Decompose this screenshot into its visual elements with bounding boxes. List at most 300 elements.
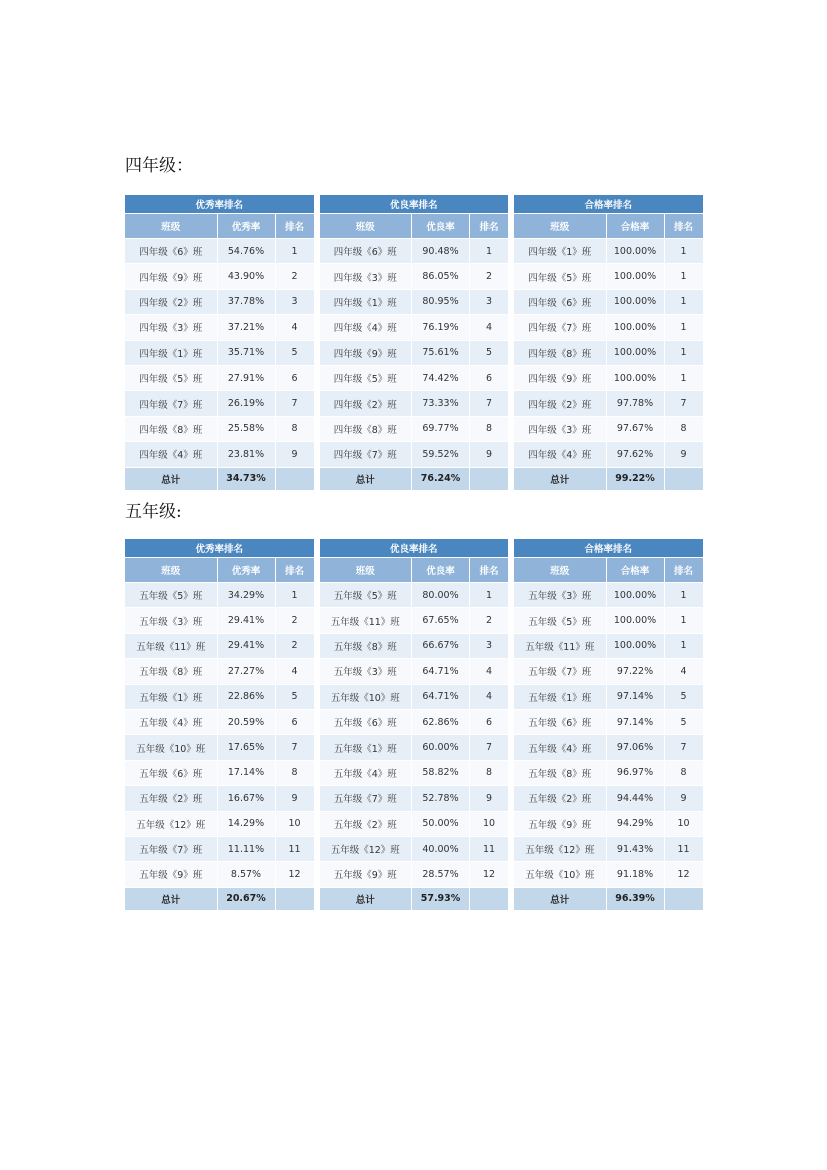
table-row	[320, 836, 509, 861]
class-cell: 五年级《11》班	[514, 633, 606, 658]
table-row	[320, 340, 509, 365]
table-row	[125, 709, 314, 734]
table-row	[514, 684, 703, 709]
rank-cell: 5	[664, 709, 703, 734]
rank-cell: 3	[470, 633, 509, 658]
table-row	[125, 264, 314, 289]
rate-cell: 64.71%	[412, 684, 470, 709]
rank-cell: 1	[664, 608, 703, 633]
rank-cell: 4	[275, 659, 314, 684]
rate-cell: 100.00%	[606, 608, 664, 633]
total-rate: 20.67%	[217, 887, 275, 910]
table-row	[125, 365, 314, 390]
class-cell: 四年级《4》班	[125, 442, 217, 467]
table-row	[125, 735, 314, 760]
rank-cell: 6	[470, 709, 509, 734]
rate-cell: 74.42%	[412, 365, 470, 390]
column-header: 排名	[470, 558, 509, 583]
rate-cell: 97.14%	[606, 684, 664, 709]
rank-cell: 10	[470, 811, 509, 836]
rank-cell: 8	[275, 416, 314, 441]
column-header: 班级	[514, 558, 606, 583]
rank-cell: 2	[275, 608, 314, 633]
column-header: 排名	[664, 214, 703, 239]
rate-cell: 80.00%	[412, 583, 470, 608]
class-cell: 四年级《9》班	[320, 340, 412, 365]
table-title: 优秀率排名	[125, 539, 314, 558]
total-rate: 76.24%	[412, 467, 470, 490]
rate-cell: 94.44%	[606, 786, 664, 811]
rank-cell: 1	[470, 239, 509, 264]
total-rank	[470, 467, 509, 490]
rate-cell: 97.06%	[606, 735, 664, 760]
rate-cell: 100.00%	[606, 315, 664, 340]
rank-cell: 8	[470, 416, 509, 441]
rank-cell: 7	[275, 391, 314, 416]
total-label: 总计	[514, 887, 606, 910]
total-rank	[275, 467, 314, 490]
table-row	[320, 862, 509, 887]
rank-cell: 2	[275, 264, 314, 289]
total-rate: 96.39%	[606, 887, 664, 910]
class-cell: 五年级《6》班	[320, 709, 412, 734]
rate-cell: 97.62%	[606, 442, 664, 467]
table-row	[125, 633, 314, 658]
rate-cell: 97.78%	[606, 391, 664, 416]
rank-cell: 1	[664, 583, 703, 608]
rank-cell: 7	[470, 391, 509, 416]
rank-cell: 4	[664, 659, 703, 684]
rate-cell: 27.27%	[217, 659, 275, 684]
rank-cell: 11	[470, 836, 509, 861]
excellent-rate-table	[125, 539, 315, 911]
rate-cell: 86.05%	[412, 264, 470, 289]
class-cell: 四年级《7》班	[125, 391, 217, 416]
rate-cell: 20.59%	[217, 709, 275, 734]
rank-cell: 8	[470, 760, 509, 785]
table-row	[125, 340, 314, 365]
table-title: 优良率排名	[320, 539, 509, 558]
column-header: 合格率	[606, 558, 664, 583]
rate-cell: 25.58%	[217, 416, 275, 441]
class-cell: 五年级《5》班	[514, 608, 606, 633]
rank-cell: 8	[275, 760, 314, 785]
rate-cell: 59.52%	[412, 442, 470, 467]
rank-cell: 1	[664, 239, 703, 264]
rate-cell: 60.00%	[412, 735, 470, 760]
rank-cell: 1	[664, 633, 703, 658]
class-cell: 五年级《4》班	[320, 760, 412, 785]
class-cell: 四年级《5》班	[320, 365, 412, 390]
table-row	[125, 811, 314, 836]
rate-cell: 90.48%	[412, 239, 470, 264]
rate-cell: 37.78%	[217, 289, 275, 314]
rank-cell: 12	[470, 862, 509, 887]
class-cell: 五年级《5》班	[125, 583, 217, 608]
total-rank	[664, 467, 703, 490]
total-rank	[664, 887, 703, 910]
rank-cell: 4	[275, 315, 314, 340]
grade4-tables	[125, 195, 704, 491]
table-row	[320, 633, 509, 658]
class-cell: 五年级《4》班	[514, 735, 606, 760]
rank-cell: 1	[470, 583, 509, 608]
class-cell: 五年级《9》班	[320, 862, 412, 887]
rank-cell: 9	[275, 442, 314, 467]
class-cell: 四年级《7》班	[320, 442, 412, 467]
rate-cell: 75.61%	[412, 340, 470, 365]
column-header: 排名	[275, 214, 314, 239]
table-row	[125, 315, 314, 340]
class-cell: 四年级《3》班	[125, 315, 217, 340]
table-row	[514, 760, 703, 785]
rank-cell: 10	[275, 811, 314, 836]
pass-rate-table	[514, 195, 704, 491]
table-title: 合格率排名	[514, 539, 703, 558]
column-header: 排名	[470, 214, 509, 239]
table-row	[320, 365, 509, 390]
column-header: 优良率	[412, 558, 470, 583]
table-row	[514, 786, 703, 811]
rate-cell: 34.29%	[217, 583, 275, 608]
table-row	[514, 442, 703, 467]
table-row	[125, 608, 314, 633]
class-cell: 五年级《12》班	[514, 836, 606, 861]
table-row	[514, 659, 703, 684]
rank-cell: 7	[664, 735, 703, 760]
rank-cell: 5	[664, 684, 703, 709]
rank-cell: 9	[664, 786, 703, 811]
table-row	[320, 315, 509, 340]
class-cell: 五年级《9》班	[514, 811, 606, 836]
table-row	[125, 239, 314, 264]
total-row	[320, 887, 509, 910]
table-row	[514, 315, 703, 340]
rate-cell: 40.00%	[412, 836, 470, 861]
table-row	[320, 264, 509, 289]
rate-cell: 69.77%	[412, 416, 470, 441]
table-row	[125, 416, 314, 441]
class-cell: 五年级《7》班	[514, 659, 606, 684]
total-rank	[275, 887, 314, 910]
rank-cell: 9	[664, 442, 703, 467]
rank-cell: 7	[470, 735, 509, 760]
total-rate: 99.22%	[606, 467, 664, 490]
table-row	[320, 583, 509, 608]
class-cell: 五年级《10》班	[514, 862, 606, 887]
class-cell: 四年级《4》班	[320, 315, 412, 340]
class-cell: 五年级《3》班	[514, 583, 606, 608]
rate-cell: 8.57%	[217, 862, 275, 887]
grade5-section	[125, 500, 702, 906]
class-cell: 五年级《1》班	[514, 684, 606, 709]
good-rate-table	[320, 195, 510, 491]
table-row	[320, 735, 509, 760]
rate-cell: 80.95%	[412, 289, 470, 314]
column-header: 班级	[320, 214, 412, 239]
table-row	[514, 264, 703, 289]
column-header: 优秀率	[217, 214, 275, 239]
total-label: 总计	[514, 467, 606, 490]
table-title: 合格率排名	[514, 195, 703, 214]
table-row	[514, 633, 703, 658]
class-cell: 五年级《12》班	[320, 836, 412, 861]
table-row	[320, 416, 509, 441]
table-row	[320, 659, 509, 684]
column-header: 班级	[514, 214, 606, 239]
rank-cell: 5	[275, 684, 314, 709]
rate-cell: 54.76%	[217, 239, 275, 264]
total-row	[125, 887, 314, 910]
rate-cell: 35.71%	[217, 340, 275, 365]
class-cell: 五年级《4》班	[125, 709, 217, 734]
rate-cell: 100.00%	[606, 340, 664, 365]
rate-cell: 58.82%	[412, 760, 470, 785]
class-cell: 五年级《7》班	[320, 786, 412, 811]
class-cell: 四年级《5》班	[514, 264, 606, 289]
rate-cell: 64.71%	[412, 659, 470, 684]
rate-cell: 14.29%	[217, 811, 275, 836]
total-rate: 34.73%	[217, 467, 275, 490]
table-row	[514, 340, 703, 365]
class-cell: 四年级《9》班	[125, 264, 217, 289]
rank-cell: 7	[664, 391, 703, 416]
total-label: 总计	[125, 887, 217, 910]
rate-cell: 50.00%	[412, 811, 470, 836]
class-cell: 五年级《6》班	[514, 709, 606, 734]
rank-cell: 5	[275, 340, 314, 365]
class-cell: 四年级《2》班	[514, 391, 606, 416]
rank-cell: 8	[664, 416, 703, 441]
table-row	[320, 239, 509, 264]
total-row	[514, 887, 703, 910]
rate-cell: 62.86%	[412, 709, 470, 734]
rank-cell: 2	[470, 608, 509, 633]
table-title: 优秀率排名	[125, 195, 314, 214]
table-row	[125, 391, 314, 416]
total-rate: 57.93%	[412, 887, 470, 910]
column-header: 合格率	[606, 214, 664, 239]
class-cell: 四年级《8》班	[125, 416, 217, 441]
rate-cell: 29.41%	[217, 633, 275, 658]
table-row	[320, 811, 509, 836]
rate-cell: 29.41%	[217, 608, 275, 633]
class-cell: 四年级《3》班	[320, 264, 412, 289]
rank-cell: 1	[664, 340, 703, 365]
grade4-section	[125, 154, 702, 486]
table-row	[514, 608, 703, 633]
table-row	[320, 709, 509, 734]
table-row	[125, 786, 314, 811]
class-cell: 四年级《7》班	[514, 315, 606, 340]
table-title: 优良率排名	[320, 195, 509, 214]
rate-cell: 100.00%	[606, 365, 664, 390]
class-cell: 四年级《5》班	[125, 365, 217, 390]
class-cell: 五年级《8》班	[514, 760, 606, 785]
rank-cell: 2	[275, 633, 314, 658]
rank-cell: 1	[664, 289, 703, 314]
rank-cell: 12	[275, 862, 314, 887]
total-row	[514, 467, 703, 490]
class-cell: 四年级《8》班	[320, 416, 412, 441]
class-cell: 四年级《4》班	[514, 442, 606, 467]
column-header: 班级	[125, 558, 217, 583]
column-header: 排名	[664, 558, 703, 583]
table-row	[125, 442, 314, 467]
rate-cell: 100.00%	[606, 583, 664, 608]
class-cell: 四年级《1》班	[125, 340, 217, 365]
rank-cell: 1	[275, 583, 314, 608]
rate-cell: 22.86%	[217, 684, 275, 709]
table-row	[320, 760, 509, 785]
class-cell: 四年级《1》班	[514, 239, 606, 264]
rank-cell: 1	[664, 365, 703, 390]
class-cell: 四年级《6》班	[320, 239, 412, 264]
rank-cell: 5	[470, 340, 509, 365]
class-cell: 五年级《9》班	[125, 862, 217, 887]
class-cell: 四年级《9》班	[514, 365, 606, 390]
class-cell: 五年级《8》班	[320, 633, 412, 658]
table-row	[125, 862, 314, 887]
rate-cell: 91.18%	[606, 862, 664, 887]
table-row	[514, 583, 703, 608]
table-row	[514, 709, 703, 734]
rate-cell: 17.14%	[217, 760, 275, 785]
total-label: 总计	[320, 887, 412, 910]
excellent-rate-table	[125, 195, 315, 491]
grade5-title: 五年级:	[125, 502, 182, 522]
table-row	[320, 684, 509, 709]
total-row	[125, 467, 314, 490]
table-row	[125, 289, 314, 314]
class-cell: 五年级《1》班	[125, 684, 217, 709]
rate-cell: 67.65%	[412, 608, 470, 633]
total-rank	[470, 887, 509, 910]
rank-cell: 6	[275, 709, 314, 734]
column-header: 优良率	[412, 214, 470, 239]
rank-cell: 11	[275, 836, 314, 861]
table-row	[125, 684, 314, 709]
rate-cell: 73.33%	[412, 391, 470, 416]
rank-cell: 7	[275, 735, 314, 760]
rank-cell: 10	[664, 811, 703, 836]
rank-cell: 4	[470, 684, 509, 709]
rank-cell: 1	[275, 239, 314, 264]
table-row	[125, 659, 314, 684]
rank-cell: 9	[470, 442, 509, 467]
class-cell: 五年级《3》班	[125, 608, 217, 633]
rate-cell: 27.91%	[217, 365, 275, 390]
table-row	[514, 735, 703, 760]
total-label: 总计	[320, 467, 412, 490]
rate-cell: 91.43%	[606, 836, 664, 861]
rank-cell: 2	[470, 264, 509, 289]
rate-cell: 97.14%	[606, 709, 664, 734]
rate-cell: 94.29%	[606, 811, 664, 836]
rank-cell: 4	[470, 315, 509, 340]
class-cell: 五年级《8》班	[125, 659, 217, 684]
rate-cell: 100.00%	[606, 239, 664, 264]
rate-cell: 76.19%	[412, 315, 470, 340]
total-row	[320, 467, 509, 490]
rank-cell: 4	[470, 659, 509, 684]
class-cell: 五年级《7》班	[125, 836, 217, 861]
class-cell: 五年级《11》班	[320, 608, 412, 633]
rate-cell: 26.19%	[217, 391, 275, 416]
rate-cell: 11.11%	[217, 836, 275, 861]
column-header: 优秀率	[217, 558, 275, 583]
grade5-tables	[125, 539, 704, 911]
table-row	[514, 836, 703, 861]
class-cell: 五年级《2》班	[514, 786, 606, 811]
class-cell: 五年级《5》班	[320, 583, 412, 608]
class-cell: 四年级《6》班	[514, 289, 606, 314]
table-row	[514, 416, 703, 441]
rank-cell: 1	[664, 264, 703, 289]
class-cell: 四年级《2》班	[320, 391, 412, 416]
rate-cell: 100.00%	[606, 264, 664, 289]
table-row	[514, 811, 703, 836]
rate-cell: 23.81%	[217, 442, 275, 467]
table-row	[514, 289, 703, 314]
table-row	[320, 608, 509, 633]
table-row	[320, 442, 509, 467]
class-cell: 五年级《2》班	[125, 786, 217, 811]
column-header: 班级	[125, 214, 217, 239]
pass-rate-table	[514, 539, 704, 911]
rate-cell: 66.67%	[412, 633, 470, 658]
class-cell: 五年级《10》班	[320, 684, 412, 709]
rank-cell: 12	[664, 862, 703, 887]
rank-cell: 9	[275, 786, 314, 811]
rate-cell: 97.22%	[606, 659, 664, 684]
rate-cell: 52.78%	[412, 786, 470, 811]
rate-cell: 37.21%	[217, 315, 275, 340]
table-row	[320, 786, 509, 811]
grade4-title: 四年级：	[125, 156, 193, 176]
table-row	[514, 862, 703, 887]
rank-cell: 8	[664, 760, 703, 785]
rank-cell: 6	[470, 365, 509, 390]
table-row	[125, 583, 314, 608]
rate-cell: 97.67%	[606, 416, 664, 441]
rate-cell: 100.00%	[606, 289, 664, 314]
rank-cell: 11	[664, 836, 703, 861]
class-cell: 四年级《1》班	[320, 289, 412, 314]
column-header: 班级	[320, 558, 412, 583]
table-row	[514, 391, 703, 416]
class-cell: 五年级《10》班	[125, 735, 217, 760]
class-cell: 五年级《6》班	[125, 760, 217, 785]
rank-cell: 3	[275, 289, 314, 314]
class-cell: 四年级《6》班	[125, 239, 217, 264]
rate-cell: 16.67%	[217, 786, 275, 811]
table-row	[514, 239, 703, 264]
class-cell: 四年级《8》班	[514, 340, 606, 365]
class-cell: 五年级《1》班	[320, 735, 412, 760]
class-cell: 五年级《3》班	[320, 659, 412, 684]
column-header: 排名	[275, 558, 314, 583]
rank-cell: 1	[664, 315, 703, 340]
rate-cell: 96.97%	[606, 760, 664, 785]
total-label: 总计	[125, 467, 217, 490]
class-cell: 四年级《3》班	[514, 416, 606, 441]
good-rate-table	[320, 539, 510, 911]
table-row	[514, 365, 703, 390]
class-cell: 五年级《12》班	[125, 811, 217, 836]
table-row	[320, 391, 509, 416]
rank-cell: 3	[470, 289, 509, 314]
